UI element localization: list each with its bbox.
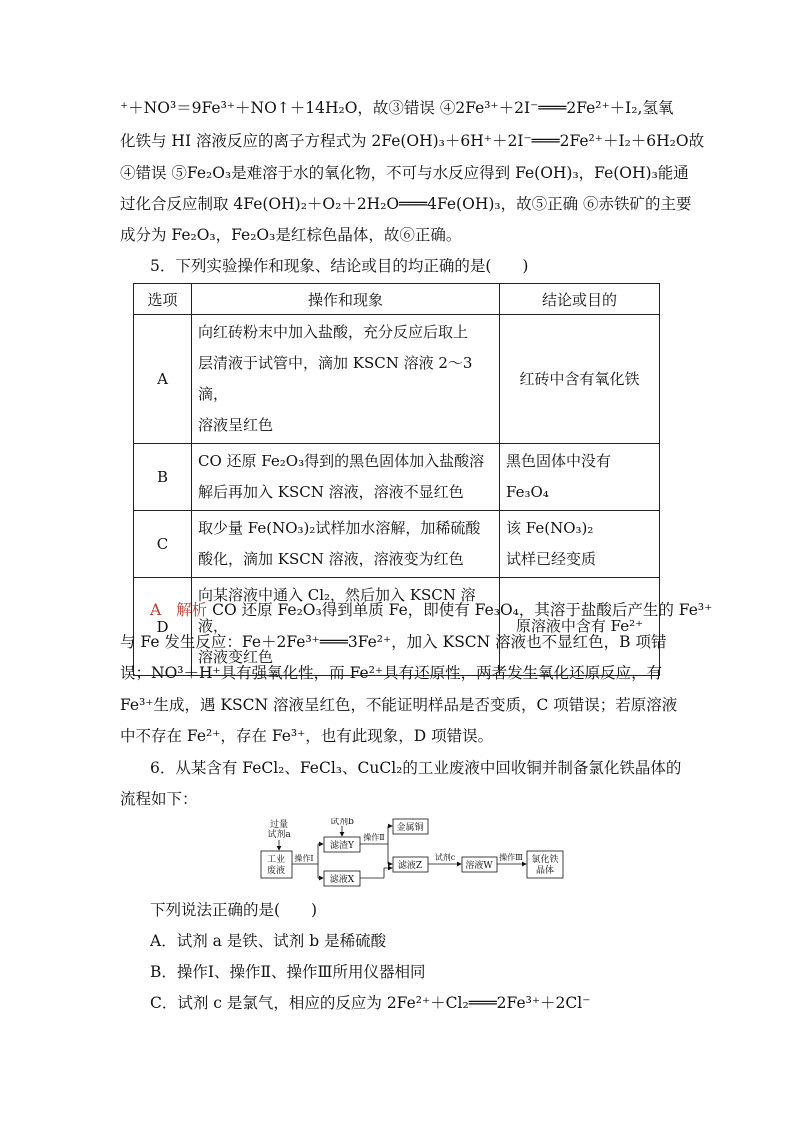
answer-letter: A bbox=[150, 601, 162, 619]
cell-line: 溶液变红色 bbox=[198, 648, 274, 666]
reagent-a-label-2: 试剂a bbox=[267, 830, 291, 840]
reagent-c-label: 试剂c bbox=[434, 853, 456, 862]
cell-line: 向某溶液中通入 Cl₂，然后加入 KSCN 溶液， bbox=[198, 586, 476, 635]
text-line: 成分为 Fe₂O₃，Fe₂O₃是红棕色晶体，故⑥正确。 bbox=[120, 226, 462, 244]
operation-cell bbox=[192, 315, 500, 444]
cell-line: 原溶液中含有 Fe²⁺ bbox=[515, 617, 644, 635]
option-label: B bbox=[134, 444, 192, 511]
process-flowchart bbox=[258, 818, 568, 890]
header-result: 结论或目的 bbox=[500, 284, 660, 315]
cell-line: 红砖中含有氧化铁 bbox=[519, 369, 640, 388]
start-label-1: 工业 bbox=[266, 855, 286, 865]
question-6-stem: 下列说法正确的是( ) bbox=[150, 901, 318, 919]
question-5: 5．下列实验操作和现象、结论或目的均正确的是( ) bbox=[150, 257, 529, 275]
cell-line: 取少量 Fe(NO₃)₂试样加水溶解，加稀硫酸 bbox=[198, 519, 481, 537]
cell-line: 试样已经变质 bbox=[506, 550, 597, 568]
cell-line: 解后再加入 KSCN 溶液，溶液不显红色 bbox=[198, 483, 464, 501]
option-label: A bbox=[134, 315, 192, 444]
solution-w-label: 溶液W bbox=[465, 861, 493, 871]
option-label: D bbox=[134, 578, 192, 676]
q5-analysis-first-line bbox=[150, 600, 712, 620]
operation-cell bbox=[192, 444, 500, 511]
question-6: 6．从某含有 FeCl₂、FeCl₃、CuCl₂的工业废液中回收铜并制备氯化铁晶体的 bbox=[150, 759, 682, 777]
start-label-2: 废液 bbox=[266, 866, 286, 876]
result-cell bbox=[500, 315, 660, 444]
op1-label: 操作Ⅰ bbox=[294, 854, 314, 863]
header-operation: 操作和现象 bbox=[192, 284, 500, 315]
question-6-line: 流程如下： bbox=[120, 790, 198, 808]
reagent-a-label-1: 过量 bbox=[269, 820, 289, 830]
analysis-label: 解析 bbox=[176, 601, 208, 619]
op2-label: 操作Ⅱ bbox=[363, 833, 385, 842]
option-label: C bbox=[134, 511, 192, 578]
cell-line: Fe₃O₄ bbox=[506, 483, 549, 501]
text-line: ⁺＋NO³＝9Fe³⁺＋NO↑＋14H₂O，故③错误 ④2Fe³⁺＋2I⁻═══2Fe²⁺＋I₂,氢氧 bbox=[120, 99, 674, 117]
table-row bbox=[134, 578, 660, 676]
result-cell bbox=[500, 578, 660, 676]
operation-cell bbox=[192, 578, 500, 676]
text-line: 化铁与 HI 溶液反应的离子方程式为 2Fe(OH)₃＋6H⁺＋2I⁻═══2Fe²⁺＋I₂＋6H₂O故 bbox=[120, 132, 705, 150]
analysis-text: CO 还原 Fe₂O₃得到单质 Fe，即使有 Fe₃O₄，其溶于盐酸后产生的 Fe³⁺ bbox=[212, 601, 713, 619]
analysis-line: Fe³⁺生成，遇 KSCN 溶液呈红色，不能证明样品是否变质，C 项错误；若原溶液 bbox=[120, 696, 678, 714]
cell-line: 向红砖粉末中加入盐酸，充分反应后取上 bbox=[198, 323, 469, 341]
table-header-row bbox=[134, 284, 660, 315]
analysis-line: 误；NO³＋H⁺具有强氧化性，而 Fe²⁺具有还原性，两者发生氧化还原反应，有 bbox=[120, 664, 663, 682]
cell-line: CO 还原 Fe₂O₃得到的黑色固体加入盐酸溶 bbox=[198, 452, 485, 470]
header-option: 选项 bbox=[134, 284, 192, 315]
operation-cell bbox=[192, 511, 500, 578]
metal-cu-label: 金属铜 bbox=[396, 823, 424, 833]
filtrate-x-label: 滤液X bbox=[329, 875, 355, 885]
cell-line: 酸化，滴加 KSCN 溶液，溶液变为红色 bbox=[198, 550, 464, 568]
table-row bbox=[134, 444, 660, 511]
analysis-line: 中不存在 Fe²⁺，存在 Fe³⁺，也有此现象，D 项错误。 bbox=[120, 727, 494, 745]
option-a: A．试剂 a 是铁、试剂 b 是稀硫酸 bbox=[150, 932, 387, 950]
cell-line: 层清液于试管中，滴加 KSCN 溶液 2～3 滴， bbox=[198, 354, 473, 403]
reagent-b-label: 试剂b bbox=[330, 818, 354, 827]
text-line: 过化合反应制取 4Fe(OH)₂＋O₂＋2H₂O═══4Fe(OH)₃，故⑤正确 ⑥赤铁矿的主要 bbox=[120, 195, 692, 213]
cell-line: 溶液呈红色 bbox=[198, 416, 274, 434]
cell-line: 该 Fe(NO₃)₂ bbox=[506, 519, 594, 537]
text-line: ④错误 ⑤Fe₂O₃是难溶于水的氧化物，不可与水反应得到 Fe(OH)₃，Fe(OH)₃能通 bbox=[120, 164, 689, 182]
option-c: C．试剂 c 是氯气，相应的反应为 2Fe²⁺＋Cl₂═══2Fe³⁺＋2Cl⁻ bbox=[150, 994, 591, 1012]
table-row bbox=[134, 315, 660, 444]
product-label-1: 氯化铁 bbox=[531, 855, 559, 865]
op3-label: 操作Ⅲ bbox=[499, 853, 523, 862]
result-cell bbox=[500, 444, 660, 511]
result-cell bbox=[500, 511, 660, 578]
analysis-line: 与 Fe 发生反应：Fe＋2Fe³⁺═══3Fe²⁺，加入 KSCN 溶液也不显红色，B 项错 bbox=[120, 633, 667, 651]
product-label-2: 晶体 bbox=[535, 866, 555, 876]
table-row bbox=[134, 511, 660, 578]
cell-line: 黑色固体中没有 bbox=[506, 452, 612, 470]
filtrate-z-label: 滤液Z bbox=[397, 861, 423, 871]
option-b: B．操作Ⅰ、操作Ⅱ、操作Ⅲ所用仪器相同 bbox=[150, 963, 426, 981]
filtrate-y-label: 滤渣Y bbox=[330, 841, 354, 851]
